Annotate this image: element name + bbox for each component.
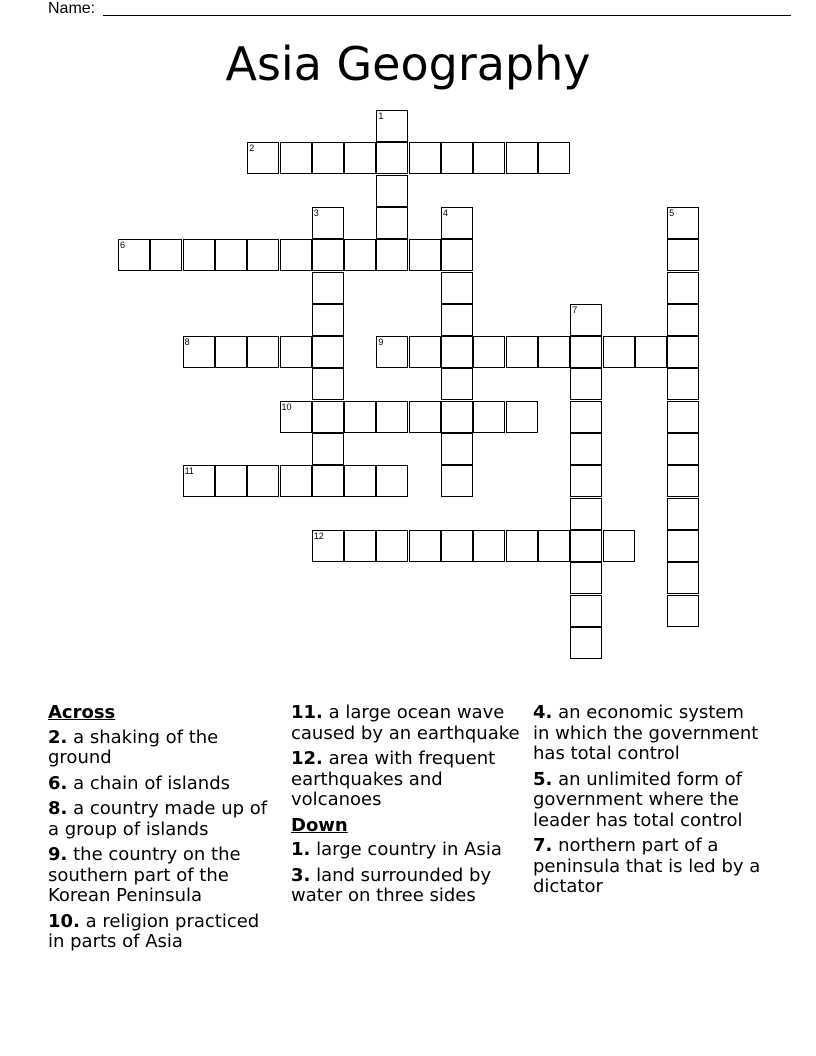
crossword-cell[interactable] xyxy=(667,433,699,465)
clue-across-9: 9. the country on the southern part of the Korean Peninsula xyxy=(48,844,241,906)
crossword-cell[interactable] xyxy=(312,530,344,562)
crossword-cell[interactable] xyxy=(603,530,635,562)
crossword-cell[interactable] xyxy=(247,239,279,271)
crossword-cell[interactable] xyxy=(441,433,473,465)
crossword-cell[interactable] xyxy=(570,304,602,336)
clue-column-2 xyxy=(291,703,523,912)
clue-down-5: 5. an unlimited form of government where the leader has total control xyxy=(533,768,743,831)
crossword-cell[interactable] xyxy=(150,239,182,271)
crossword-cell[interactable] xyxy=(441,336,473,368)
crossword-cell[interactable] xyxy=(473,401,505,433)
crossword-cell[interactable] xyxy=(441,530,473,562)
crossword-cell[interactable] xyxy=(344,401,376,433)
clue-down-4: 4. an economic system in which the government has total control xyxy=(533,702,759,764)
crossword-cell[interactable] xyxy=(409,239,441,271)
crossword-cell[interactable] xyxy=(570,562,602,594)
crossword-cell[interactable] xyxy=(570,368,602,400)
crossword-cell[interactable] xyxy=(473,336,505,368)
crossword-cell[interactable] xyxy=(247,142,279,174)
clue-number: 12 xyxy=(313,530,324,541)
crossword-cell[interactable] xyxy=(441,465,473,497)
crossword-cell[interactable] xyxy=(667,368,699,400)
clue-number: 2 xyxy=(249,143,255,154)
crossword-cell[interactable] xyxy=(376,110,408,142)
crossword-cell[interactable] xyxy=(312,207,344,239)
crossword-cell[interactable] xyxy=(441,142,473,174)
clue-across-8: 8. a country made up of a group of islands xyxy=(48,798,268,840)
crossword-cell[interactable] xyxy=(506,336,538,368)
crossword-cell[interactable] xyxy=(667,498,699,530)
clue-across-12: 12. area with frequent earthquakes and volcanoes xyxy=(291,748,496,810)
crossword-cell[interactable] xyxy=(667,401,699,433)
clue-number: 10 xyxy=(281,401,292,412)
crossword-cell[interactable] xyxy=(409,336,441,368)
clue-number: 3 xyxy=(313,207,319,218)
crossword-cell[interactable] xyxy=(280,465,312,497)
clue-across-11: 11. a large ocean wave caused by an earthquake xyxy=(291,702,520,744)
clue-number: 9 xyxy=(378,337,384,348)
crossword-cell[interactable] xyxy=(376,239,408,271)
down-heading: Down xyxy=(291,814,348,836)
crossword-cell[interactable] xyxy=(344,530,376,562)
clue-across-10: 10. a religion practiced in parts of Asia xyxy=(48,910,260,952)
crossword-cell[interactable] xyxy=(538,336,570,368)
crossword-cell[interactable] xyxy=(376,175,408,207)
crossword-cell[interactable] xyxy=(667,336,699,368)
crossword-cell[interactable] xyxy=(667,562,699,594)
clue-across-6: 6. a chain of islands xyxy=(48,772,231,794)
crossword-cell[interactable] xyxy=(667,304,699,336)
crossword-cell[interactable] xyxy=(312,272,344,304)
clue-number: 11 xyxy=(184,466,194,477)
crossword-cell[interactable] xyxy=(570,433,602,465)
crossword-cell[interactable] xyxy=(667,272,699,304)
crossword-cell[interactable] xyxy=(247,336,279,368)
crossword-cell[interactable] xyxy=(280,401,312,433)
clue-down-7: 7. northern part of a peninsula that is led by a dictator xyxy=(533,835,761,897)
crossword-cell[interactable] xyxy=(570,530,602,562)
crossword-cell[interactable] xyxy=(183,336,215,368)
crossword-cell[interactable] xyxy=(441,368,473,400)
crossword-cell[interactable] xyxy=(538,530,570,562)
clue-number: 7 xyxy=(572,304,578,315)
crossword-cell[interactable] xyxy=(118,239,150,271)
crossword-cell[interactable] xyxy=(312,433,344,465)
crossword-cell[interactable] xyxy=(538,142,570,174)
crossword-cell[interactable] xyxy=(473,530,505,562)
across-heading: Across xyxy=(48,702,116,723)
crossword-cell[interactable] xyxy=(570,498,602,530)
clue-column-3 xyxy=(533,703,765,903)
crossword-cell[interactable] xyxy=(376,142,408,174)
crossword-cell[interactable] xyxy=(409,401,441,433)
crossword-cell[interactable] xyxy=(344,239,376,271)
crossword-cell[interactable] xyxy=(312,304,344,336)
crossword-cell[interactable] xyxy=(376,401,408,433)
crossword-cell[interactable] xyxy=(312,336,344,368)
crossword-cell[interactable] xyxy=(376,336,408,368)
crossword-cell[interactable] xyxy=(280,336,312,368)
crossword-cell[interactable] xyxy=(376,465,408,497)
crossword-cell[interactable] xyxy=(312,368,344,400)
crossword-cell[interactable] xyxy=(570,595,602,627)
crossword-cell[interactable] xyxy=(376,530,408,562)
crossword-cell[interactable] xyxy=(441,207,473,239)
crossword-cell[interactable] xyxy=(280,142,312,174)
crossword-cell[interactable] xyxy=(215,465,247,497)
clue-number: 4 xyxy=(443,207,449,218)
crossword-cell[interactable] xyxy=(667,207,699,239)
crossword-cell[interactable] xyxy=(183,465,215,497)
page-title: Asia Geography xyxy=(225,37,591,91)
crossword-cell[interactable] xyxy=(312,239,344,271)
clue-number: 6 xyxy=(120,240,126,251)
crossword-cell[interactable] xyxy=(280,239,312,271)
crossword-cell[interactable] xyxy=(473,142,505,174)
crossword-cell[interactable] xyxy=(603,336,635,368)
clue-number: 1 xyxy=(378,111,384,121)
crossword-cell[interactable] xyxy=(376,207,408,239)
crossword-cell[interactable] xyxy=(183,239,215,271)
crossword-cell[interactable] xyxy=(570,401,602,433)
crossword-cell[interactable] xyxy=(570,336,602,368)
clue-across-2: 2. a shaking of the ground xyxy=(48,726,219,768)
crossword-cell[interactable] xyxy=(409,530,441,562)
clue-down-3: 3. land surrounded by water on three sides xyxy=(291,864,492,906)
crossword-cell[interactable] xyxy=(312,142,344,174)
clue-down-1: 1. large country in Asia xyxy=(291,839,502,860)
crossword-cell[interactable] xyxy=(215,239,247,271)
crossword-cell[interactable] xyxy=(344,465,376,497)
crossword-cell[interactable] xyxy=(667,595,699,627)
crossword-cell[interactable] xyxy=(409,142,441,174)
clue-number: 5 xyxy=(669,207,675,218)
crossword-cell[interactable] xyxy=(247,465,279,497)
crossword-cell[interactable] xyxy=(215,336,247,368)
crossword-cell[interactable] xyxy=(667,530,699,562)
crossword-cell[interactable] xyxy=(441,272,473,304)
crossword-cell[interactable] xyxy=(441,401,473,433)
crossword-cell[interactable] xyxy=(312,465,344,497)
crossword-cell[interactable] xyxy=(570,627,602,659)
crossword-cell[interactable] xyxy=(667,465,699,497)
crossword-cell[interactable] xyxy=(312,401,344,433)
crossword-cell[interactable] xyxy=(635,336,667,368)
crossword-cell[interactable] xyxy=(506,401,538,433)
crossword-cell[interactable] xyxy=(344,142,376,174)
crossword-cell[interactable] xyxy=(441,239,473,271)
clue-number: 8 xyxy=(184,337,190,348)
crossword-cell[interactable] xyxy=(570,465,602,497)
crossword-cell[interactable] xyxy=(506,142,538,174)
crossword-cell[interactable] xyxy=(441,304,473,336)
clue-column-1 xyxy=(48,703,280,958)
name-label: Name: xyxy=(48,0,96,17)
crossword-cell[interactable] xyxy=(506,530,538,562)
crossword-cell[interactable] xyxy=(667,239,699,271)
